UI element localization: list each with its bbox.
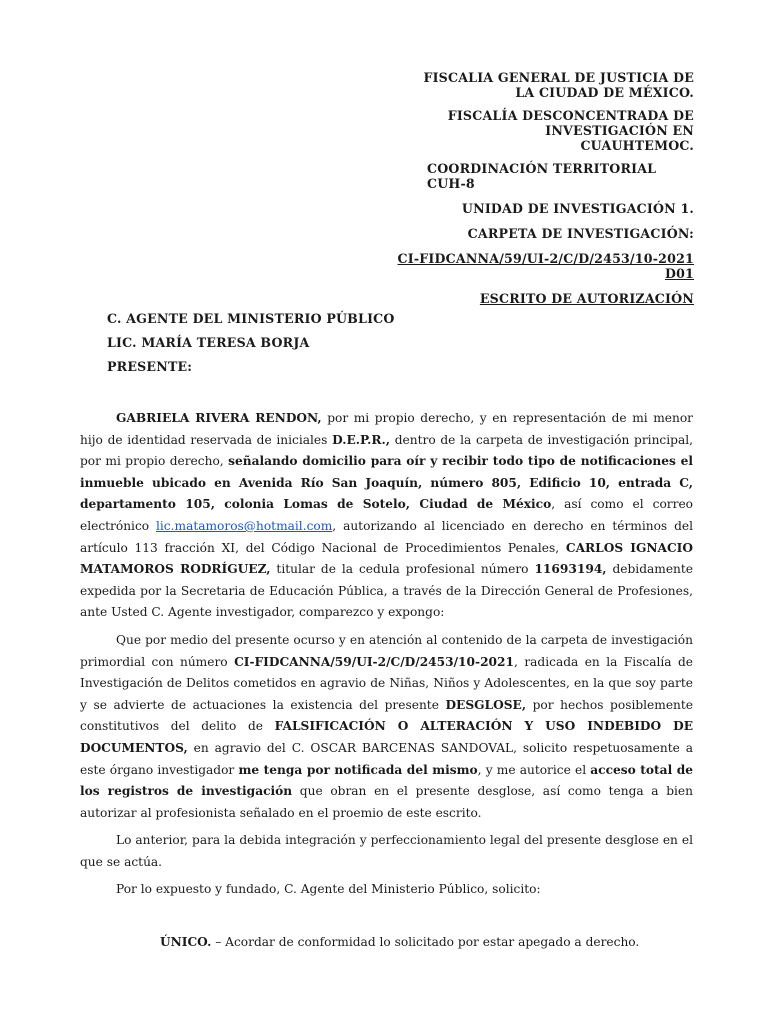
text-span: por hechos posiblemente constitutivos del delito de (80, 697, 693, 734)
addressee-block (107, 310, 395, 382)
document-body (80, 408, 693, 907)
petition-label: ÚNICO. (160, 935, 212, 949)
access-text: acceso total de los registros de investigación (80, 762, 694, 799)
domicile-text: señalando domicilio para oír y recibir todo tipo de notificaciones el inmueble ubicado en Avenida Río San Joaquín, número 805, Edificio 10, entrada C, departamento 105, colonia Lomas de Sotelo, Ciudad de México (80, 454, 693, 512)
addressee-line: LIC. MARÍA TERESA BORJA (107, 335, 310, 350)
text-span: , y me autorice el (477, 762, 591, 777)
text-span: titular de la cedula profesional número (270, 562, 535, 577)
text-span: dentro de la carpeta de investigación principal, por mi propio derecho, (80, 432, 693, 469)
paragraph-2 (80, 630, 693, 824)
minor-initials: D.E.P.R., (332, 432, 391, 447)
paragraph-1 (80, 408, 693, 624)
offense-text: FALSIFICACIÓN O ALTERACIÓN Y USO INDEBIDO DE DOCUMENTOS, (80, 719, 693, 755)
text-span: por mi propio derecho, y en representación de mi menor hijo de identidad reservada de iniciales (80, 411, 693, 447)
lawyer-name: CARLOS IGNACIO MATAMOROS RODRÍGUEZ, (80, 540, 693, 577)
text-span: , así como el correo electrónico (80, 497, 693, 533)
email-link[interactable]: lic.matamoros@hotmail.com (156, 518, 333, 533)
text-span: que obran en el presente desglose, así como tenga a bien autorizar al profesionista señalado en el proemio de este escrito. (80, 784, 693, 820)
petitioner-name: GABRIELA RIVERA RENDON, (116, 411, 322, 425)
text-span: debidamente expedida por la Secretaria de Educación Pública, a través de la Dirección General de Profesiones, ante Usted C. Agente investigador, comparezco y expongo: (80, 562, 693, 620)
case-number-inline: CI-FIDCANNA/59/UI-2/C/D/2453/10-2021 (234, 654, 515, 669)
header-line: COORDINACIÓN TERRITORIAL (427, 161, 657, 176)
header-line: CARPETA DE INVESTIGACIÓN: (467, 226, 694, 241)
addressee-line: PRESENTE: (107, 359, 193, 374)
header-line: UNIDAD DE INVESTIGACIÓN 1. (461, 201, 694, 216)
desglose-text: DESGLOSE, (445, 697, 527, 712)
header-line: INVESTIGACIÓN EN (545, 123, 694, 138)
document-header (380, 70, 694, 306)
license-number: 11693194, (534, 562, 607, 577)
paragraph-3: Lo anterior, para la debida integración y perfeccionamiento legal del presente desglose en el que se actúa. (80, 833, 693, 869)
text-span: , autorizando al licenciado en derecho en términos del artículo 113 fracción XI, del Código Nacional de Procedimientos Penales, (80, 518, 693, 555)
case-number: CI-FIDCANNA/59/UI-2/C/D/2453/10-2021 D01 (397, 251, 694, 281)
header-line: FISCALÍA DESCONCENTRADA DE (447, 108, 694, 123)
header-line: CUH-8 (427, 176, 475, 191)
notified-text: me tenga por notificada del mismo (238, 762, 478, 777)
text-span: , radicada en la Fiscalía de Investigación de Delitos cometidos en agravio de Niñas, Niños y Adolescentes, en la que soy parte y se advierte de actuaciones la existencia del presente (80, 654, 694, 712)
header-line: FISCALIA GENERAL DE JUSTICIA DE (423, 70, 694, 85)
text-span: en agravio del C. OSCAR BARCENAS SANDOVAL, solicito respetuosamente a este órgano investigador (80, 740, 693, 777)
petition-point (160, 932, 639, 952)
paragraph-4: Por lo expuesto y fundado, C. Agente del Ministerio Público, solicito: (116, 882, 541, 897)
header-line: LA CIUDAD DE MÉXICO. (515, 85, 694, 100)
header-line: CUAUHTEMOC. (580, 138, 694, 153)
document-title: ESCRITO DE AUTORIZACIÓN (479, 291, 694, 306)
text-span: Que por medio del presente ocurso y en atención al contenido de la carpeta de investigación primordial con número (80, 632, 693, 669)
addressee-line: C. AGENTE DEL MINISTERIO PÚBLICO (107, 311, 395, 326)
petition-text: – Acordar de conformidad lo solicitado por estar apegado a derecho. (211, 935, 640, 949)
